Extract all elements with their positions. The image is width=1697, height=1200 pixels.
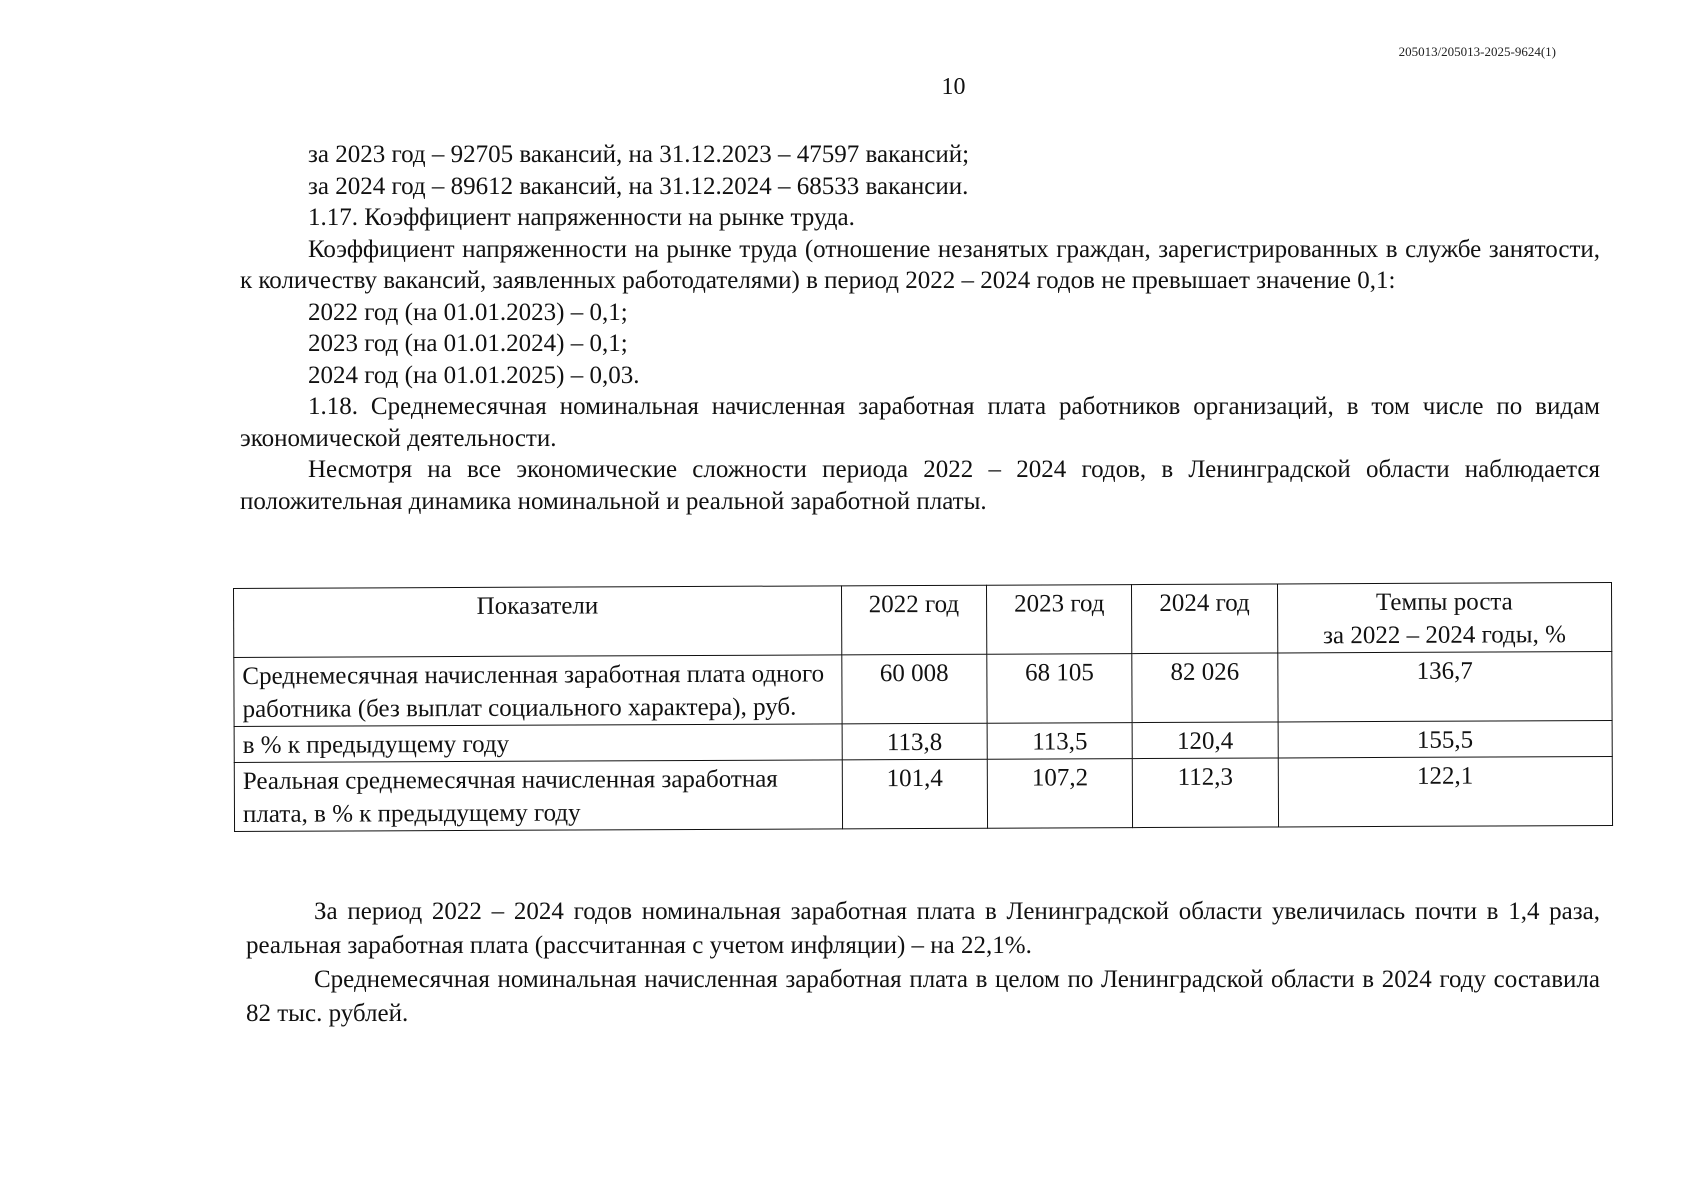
table-header-row [234, 582, 1612, 657]
row-label: Среднемесячная начисленная заработная плата одного работника (без выплат социального характера), руб. [234, 655, 842, 727]
cell-growth: 155,5 [1278, 720, 1613, 757]
header-growth-rate [1277, 582, 1612, 652]
table-row [234, 651, 1612, 726]
table-row [234, 756, 1612, 831]
paragraph-vacancies-2024: за 2024 год – 89612 вакансий, на 31.12.2024 – 68533 вакансии. [308, 172, 969, 200]
cell-2024: 120,4 [1132, 722, 1277, 759]
header-2022: 2022 год [841, 585, 987, 655]
cell-2023: 113,5 [987, 723, 1132, 760]
cell-2022: 60 008 [842, 654, 988, 724]
top-text-section [240, 139, 1600, 517]
paragraph-vacancies-2023: за 2023 год – 92705 вакансий, на 31.12.2023 – 47597 вакансий; [308, 141, 970, 168]
row-label: Реальная среднемесячная начисленная заработная плата, в % к предыдущему году [234, 760, 842, 832]
bottom-text-section [246, 895, 1600, 1031]
cell-2024: 82 026 [1132, 653, 1278, 723]
section-heading-1-18: 1.18. Среднемесячная номинальная начисленная заработная плата работников организаций, в том числе по видам экономической деятельности. [240, 393, 1600, 452]
document-id: 205013/205013-2025-9624(1) [1398, 44, 1556, 59]
paragraph-coefficient-2022: 2022 год (на 01.01.2023) – 0,1; [308, 298, 628, 326]
row-label: в % к предыдущему году [234, 724, 842, 763]
cell-2024: 112,3 [1133, 758, 1279, 828]
cell-2022: 101,4 [842, 759, 988, 829]
cell-growth: 136,7 [1277, 651, 1612, 721]
header-growth-line1: Темпы роста [1375, 588, 1513, 617]
paragraph-coefficient-2023: 2023 год (на 01.01.2024) – 0,1; [308, 330, 628, 357]
header-2024: 2024 год [1132, 584, 1278, 654]
page-number: 10 [941, 74, 966, 100]
cell-growth: 122,1 [1278, 756, 1613, 826]
paragraph-wage-growth-summary: За период 2022 – 2024 годов номинальная заработная плата в Ленинградской области увеличилась почти в 1,4 раза, реальная заработная плата (рассчитанная с учетом инфляции) – на 22,1%. [246, 898, 1600, 959]
cell-2023: 107,2 [987, 759, 1133, 829]
paragraph-coefficient-2024: 2024 год (на 01.01.2025) – 0,03. [308, 361, 640, 389]
paragraph-average-wage-2024: Среднемесячная номинальная начисленная заработная плата в целом по Ленинградской области в 2024 году составила 82 тыс. рублей. [246, 966, 1600, 1027]
cell-2023: 68 105 [987, 654, 1133, 724]
paragraph-wage-dynamics: Несмотря на все экономические сложности периода 2022 – 2024 годов, в Ленинградской области наблюдается положительная динамика номинальной и реальной заработной платы. [240, 456, 1600, 515]
section-heading-1-17: 1.17. Коэффициент напряженности на рынке труда. [308, 204, 855, 231]
table-row [234, 720, 1612, 762]
header-2023: 2023 год [986, 585, 1132, 655]
wage-table [233, 582, 1613, 832]
paragraph-tension-coefficient: Коэффициент напряженности на рынке труда (отношение незанятых граждан, зарегистрированных в службе занятости, к количеству вакансий, заявленных работодателями) в период 2022 – 2024 годов не превышает значение 0,1: [240, 235, 1600, 294]
header-growth-line2: за 2022 – 2024 годы, % [1323, 621, 1566, 650]
cell-2022: 113,8 [842, 723, 987, 760]
header-indicator: Показатели [234, 586, 842, 658]
